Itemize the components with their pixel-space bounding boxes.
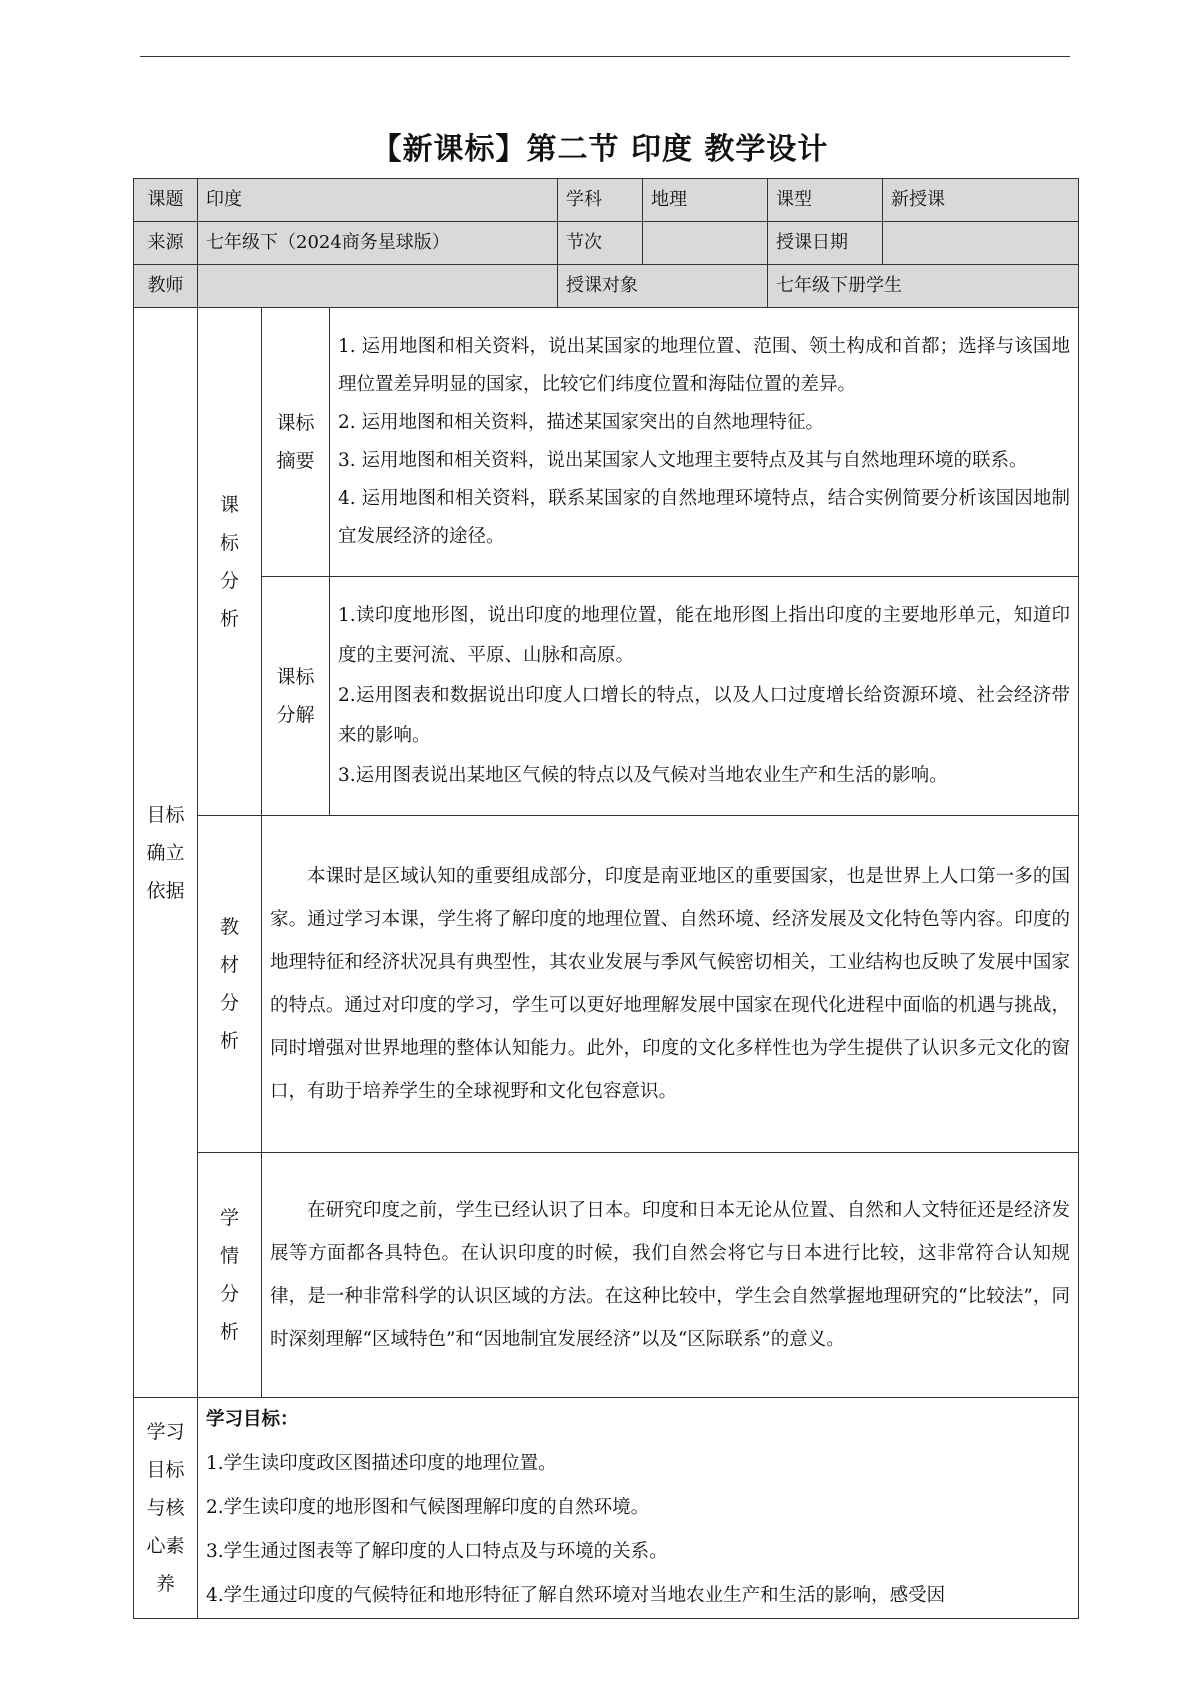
breakdown-content (330, 577, 1079, 816)
info-row-1 (134, 179, 1079, 222)
summary-label: 课标摘要 (276, 412, 315, 472)
header-rule (140, 56, 1070, 57)
info-row-3 (134, 265, 1079, 308)
period-label: 节次 (558, 222, 643, 265)
summary-item: 2. 运用地图和相关资料，描述某国家突出的自然地理特征。 (338, 412, 825, 433)
source-value: 七年级下（2024商务星球版） (198, 222, 558, 265)
subject-label: 学科 (558, 179, 643, 222)
period-value (643, 222, 768, 265)
curriculum-analysis-label-cell (198, 308, 262, 816)
summary-item: 3. 运用地图和相关资料，说出某国家人文地理主要特点及其与自然地理环境的联系。 (338, 450, 1028, 471)
breakdown-item: 2.运用图表和数据说出印度人口增长的特点，以及人口过度增长给资源环境、社会经济带来的影响。 (338, 685, 1071, 746)
teacher-label: 教师 (134, 265, 198, 308)
source-label: 来源 (134, 222, 198, 265)
type-label: 课型 (768, 179, 883, 222)
textbook-label: 教材分析 (219, 916, 239, 1052)
summary-label-cell (262, 308, 330, 577)
breakdown-item: 1.读印度地形图，说出印度的地理位置，能在地形图上指出印度的主要地形单元，知道印度的主要河流、平原、山脉和高原。 (338, 605, 1071, 666)
date-value (883, 222, 1079, 265)
lesson-plan-table (133, 178, 1079, 1619)
topic-label: 课题 (134, 179, 198, 222)
goal-item: 2.学生读印度的地形图和气候图理解印度的自然环境。 (206, 1497, 650, 1518)
students-text: 在研究印度之前，学生已经认识了日本。印度和日本无论从位置、自然和人文特征还是经济发展等方面都各具特色。在认识印度的时候，我们自然会将它与日本进行比较，这非常符合认知规律，是一种非常科学的认识区域的方法。在这种比较中，学生会自然掌握地理研究的“比较法”，同时深刻理解“区域特色”和“因地制宜发展经济”以及“区际联系”的意义。 (270, 1200, 1071, 1350)
goals-row (134, 1398, 1079, 1619)
goal-item: 3.学生通过图表等了解印度的人口特点及与环境的关系。 (206, 1541, 668, 1562)
breakdown-label: 课标分解 (276, 666, 315, 726)
summary-item: 1. 运用地图和相关资料，说出某国家的地理位置、范围、领土构成和首都；选择与该国地理位置差异明显的国家，比较它们纬度位置和海陆位置的差异。 (338, 336, 1071, 395)
summary-content (330, 308, 1079, 577)
audience-value: 七年级下册学生 (768, 265, 1079, 308)
type-value: 新授课 (883, 179, 1079, 222)
basis-label-cell (134, 308, 198, 1398)
breakdown-item: 3.运用图表说出某地区气候的特点以及气候对当地农业生产和生活的影响。 (338, 765, 948, 786)
students-content (262, 1153, 1079, 1398)
date-label: 授课日期 (768, 222, 883, 265)
audience-label: 授课对象 (558, 265, 768, 308)
goals-heading: 学习目标： (206, 1409, 299, 1430)
info-row-2 (134, 222, 1079, 265)
goals-label-cell (134, 1398, 198, 1619)
summary-row (134, 308, 1079, 577)
students-label-cell (198, 1153, 262, 1398)
students-row (134, 1153, 1079, 1398)
curriculum-analysis-label: 课标分析 (219, 493, 239, 630)
breakdown-label-cell (262, 577, 330, 816)
goals-content (198, 1398, 1079, 1619)
breakdown-row (134, 577, 1079, 816)
textbook-content (262, 816, 1079, 1153)
goal-item: 1.学生读印度政区图描述印度的地理位置。 (206, 1453, 557, 1474)
textbook-text: 本课时是区域认知的重要组成部分，印度是南亚地区的重要国家，也是世界上人口第一多的国家。通过学习本课，学生将了解印度的地理位置、自然环境、经济发展及文化特色等内容。印度的地理特征和经济状况具有典型性，其农业发展与季风气候密切相关，工业结构也反映了发展中国家的特点。通过对印度的学习，学生可以更好地理解发展中国家在现代化进程中面临的机遇与挑战，同时增强对世界地理的整体认知能力。此外，印度的文化多样性也为学生提供了认识多元文化的窗口，有助于培养学生的全球视野和文化包容意识。 (270, 866, 1071, 1102)
textbook-row (134, 816, 1079, 1153)
subject-value: 地理 (643, 179, 768, 222)
teacher-value (198, 265, 558, 308)
students-label: 学情分析 (219, 1207, 239, 1343)
topic-value: 印度 (198, 179, 558, 222)
basis-label: 目标确立依据 (146, 803, 185, 902)
textbook-label-cell (198, 816, 262, 1153)
document-title: 【新课标】第二节 印度 教学设计 (371, 132, 829, 167)
goals-label: 学习目标与核心素养 (146, 1421, 185, 1595)
summary-item: 4. 运用地图和相关资料，联系某国家的自然地理环境特点，结合实例简要分析该国因地制宜发展经济的途径。 (338, 488, 1071, 547)
goal-item: 4.学生通过印度的气候特征和地形特征了解自然环境对当地农业生产和生活的影响，感受因 (206, 1585, 946, 1606)
